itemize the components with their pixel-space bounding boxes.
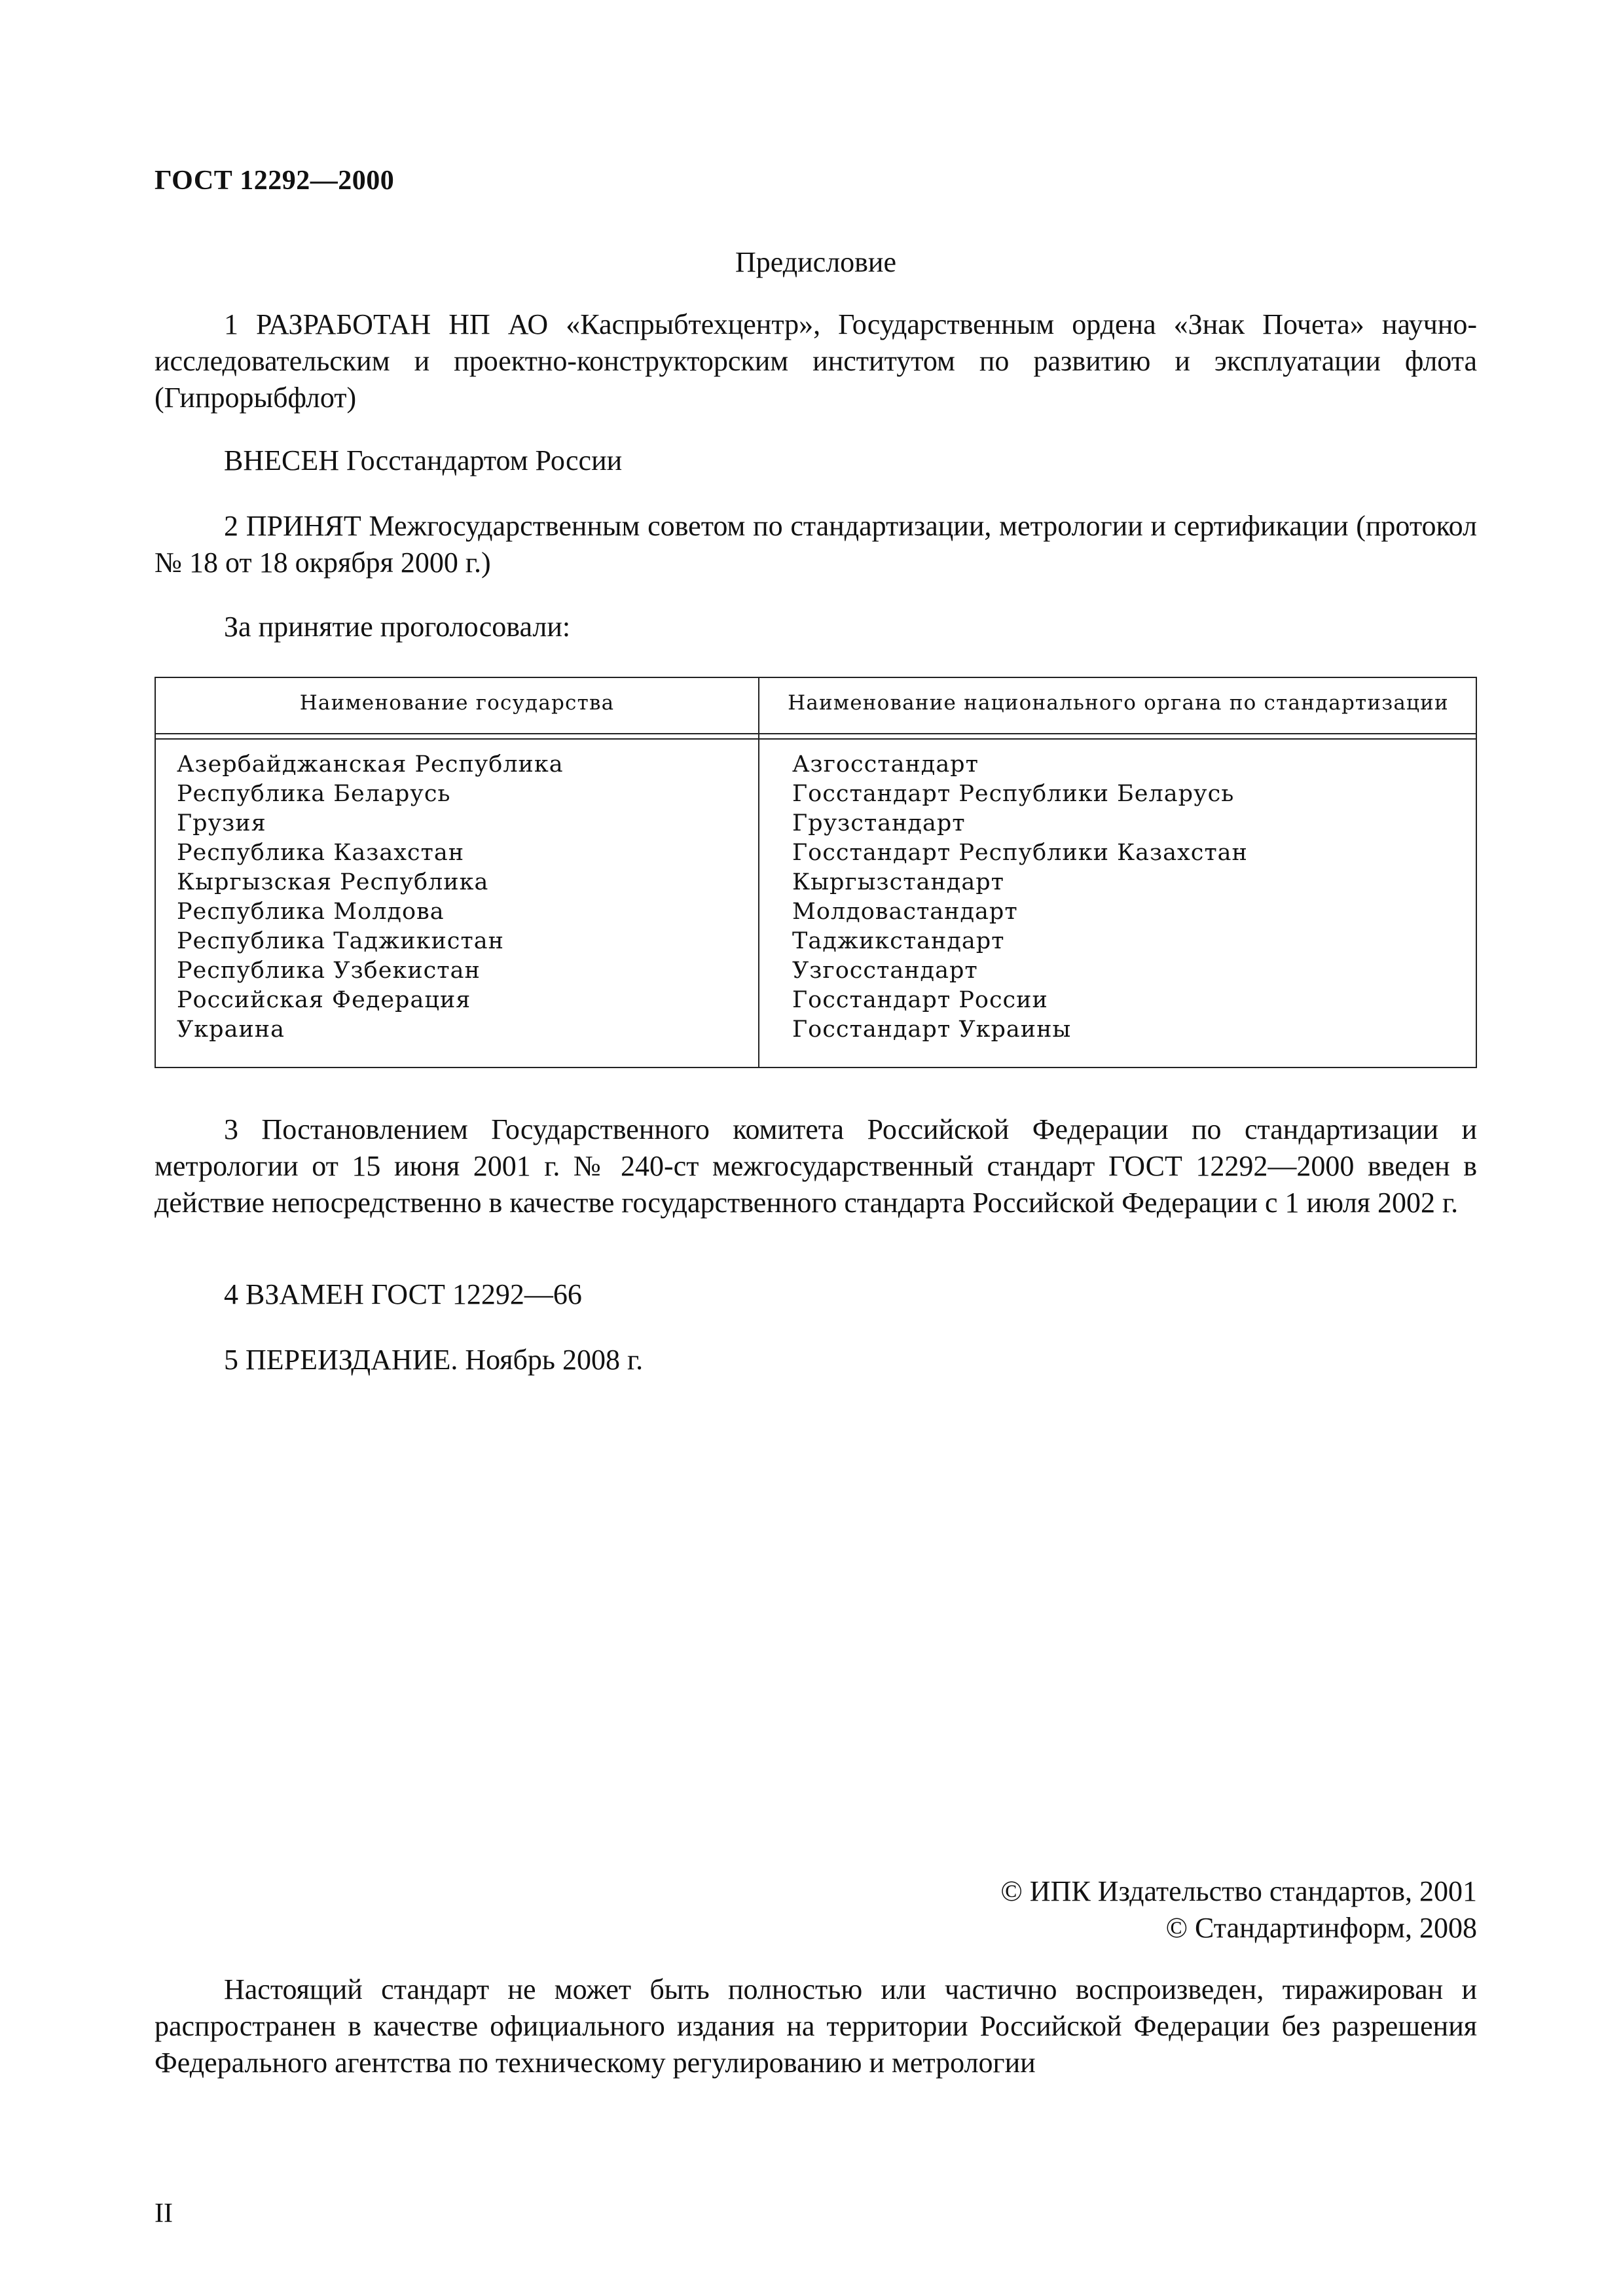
table-cell-standards-body: Таджикстандарт <box>792 928 1005 954</box>
table-cell-standards-body: Грузстандарт <box>792 810 966 836</box>
table-cell-state: Республика Узбекистан <box>177 958 481 984</box>
table-cell-state: Российская Федерация <box>177 987 471 1013</box>
table-column-divider <box>758 678 759 1067</box>
table-cell-state: Азербайджанская Республика <box>177 751 564 778</box>
table-header-state: Наименование государства <box>299 691 615 715</box>
copyright-block <box>786 1873 1477 1946</box>
table-cell-standards-body: Кыргызстандарт <box>792 869 1004 895</box>
table-cell-state: Республика Беларусь <box>177 781 451 807</box>
table-cell-state: Кыргызская Республика <box>177 869 489 895</box>
paragraph-resolution: 3 Постановлением Государственного комитета Российской Федерации по стандартизации и метрологии от 15 июня 2001 г. № 240-ст межгосударственный стандарт ГОСТ 12292—2000 введен в действие непосредственно в качестве государственного стандарта Российской Федерации с 1 июля 2002 г. <box>155 1113 1477 1219</box>
table-cell-state: Республика Молдова <box>177 899 445 925</box>
paragraph-voted-for: За принятие проголосовали: <box>224 611 571 643</box>
paragraph-developed-by: 1 РАЗРАБОТАН НП АО «Каспрыбтехцентр», Государственным ордена «Знак Почета» научно-исследовательским и проектно-конструкторским институтом по развитию и эксплуатации флота (Гипрорыбфлот) <box>155 308 1477 414</box>
table-header-standards-body: Наименование национального органа по стандартизации <box>788 691 1449 715</box>
table-cell-standards-body: Госстандарт Республики Беларусь <box>792 781 1235 807</box>
table-header-rule-double <box>156 738 1476 740</box>
copyright-line-standartinform: © Стандартинформ, 2008 <box>1165 1912 1477 1944</box>
table-cell-state: Республика Таджикистан <box>177 928 504 954</box>
table-cell-standards-body: Госстандарт России <box>792 987 1048 1013</box>
paragraph-adopted-by: 2 ПРИНЯТ Межгосударственным советом по стандартизации, метрологии и сертификации (протокол № 18 от 18 окрября 2000 г.) <box>155 510 1477 579</box>
reproduction-notice: Настоящий стандарт не может быть полностью или частично воспроизведен, тиражирован и распространен в качестве официального издания на территории Российской Федерации без разрешения Федерального агентства по техническому регулированию и метрологии <box>155 1973 1477 2079</box>
table-cell-standards-body: Узгосстандарт <box>792 958 978 984</box>
foreword-title: Предисловие <box>735 246 896 278</box>
table-cell-standards-body: Азгосстандарт <box>792 751 979 778</box>
page-number: II <box>155 2198 173 2229</box>
voting-states-table <box>155 677 1477 1068</box>
table-cell-standards-body: Молдовастандарт <box>792 899 1018 925</box>
table-cell-state: Украина <box>177 1016 285 1043</box>
table-cell-standards-body: Госстандарт Республики Казахстан <box>792 840 1248 866</box>
table-column-standards-bodies <box>792 750 1248 1045</box>
table-cell-state: Грузия <box>177 810 266 836</box>
table-cell-state: Республика Казахстан <box>177 840 465 866</box>
copyright-line-publisher: © ИПК Издательство стандартов, 2001 <box>1000 1875 1477 1907</box>
paragraph-introduced-by: ВНЕСЕН Госстандартом России <box>224 444 623 476</box>
table-column-states <box>177 750 564 1045</box>
table-header-rule <box>156 733 1476 734</box>
paragraph-reissue: 5 ПЕРЕИЗДАНИЕ. Ноябрь 2008 г. <box>224 1344 644 1376</box>
paragraph-replaces: 4 ВЗАМЕН ГОСТ 12292—66 <box>224 1278 582 1310</box>
document-code: ГОСТ 12292—2000 <box>155 166 395 196</box>
table-cell-standards-body: Госстандарт Украины <box>792 1016 1072 1043</box>
